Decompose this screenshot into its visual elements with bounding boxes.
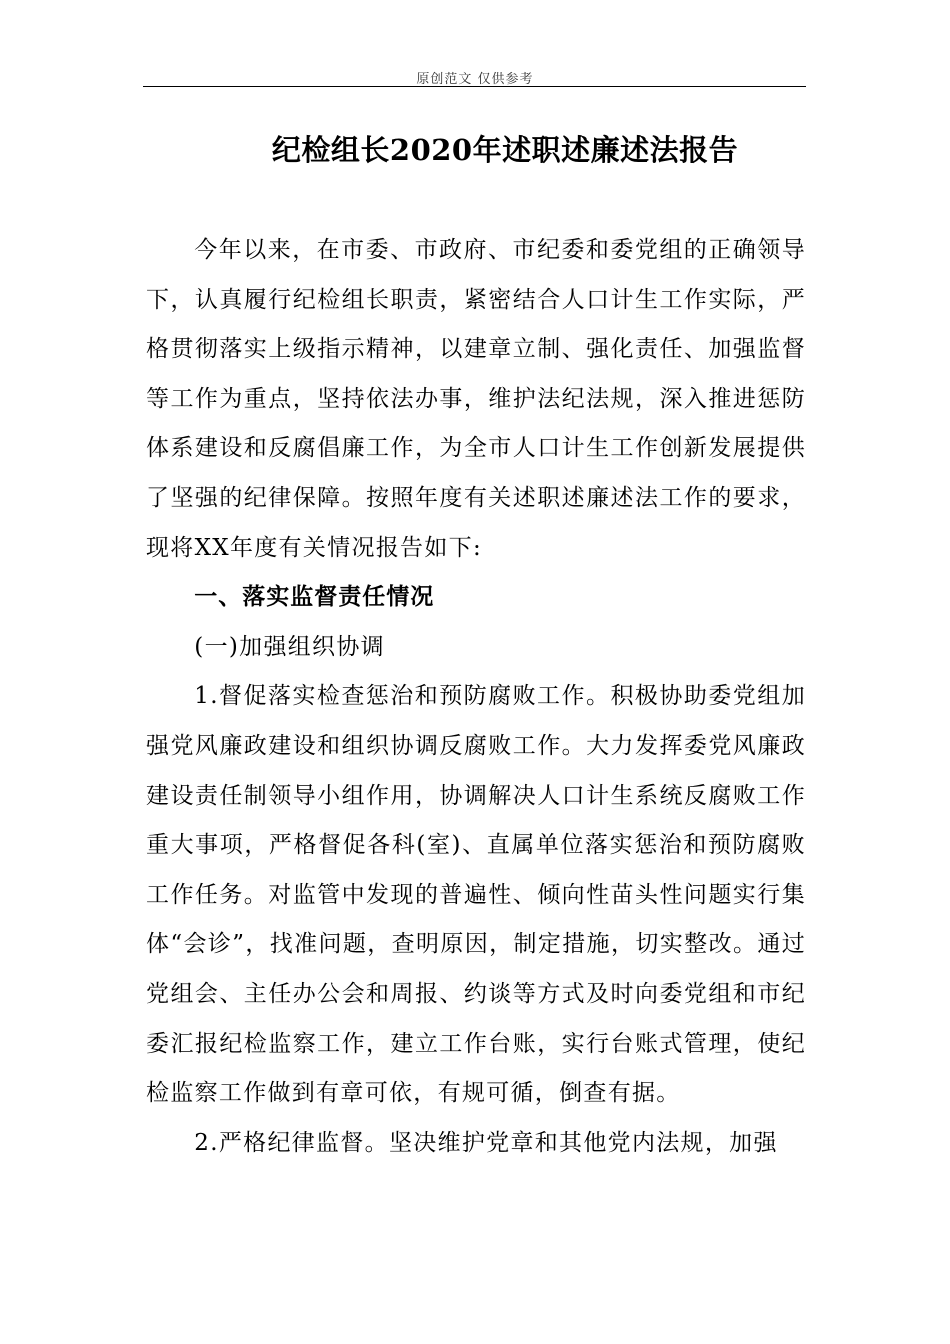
page-header: 原创范文 仅供参考 <box>416 72 534 87</box>
header-divider <box>143 86 806 87</box>
intro-paragraph: 今年以来，在市委、市政府、市纪委和委党组的正确领导下，认真履行纪检组长职责，紧密结合人口计生工作实际，严格贯彻落实上级指示精神，以建章立制、强化责任、加强监督等工作为重点，坚持依法办事，维护法纪法规，深入推进惩防体系建设和反腐倡廉工作，为全市人口计生工作创新发展提供了坚强的纪律保障。按照年度有关述职述廉述法工作的要求，现将XX年度有关情况报告如下: <box>146 237 806 561</box>
item-paragraph-1: 1.督促落实检查惩治和预防腐败工作。积极协助委党组加强党风廉政建设和组织协调反腐败工作。大力发挥委党风廉政建设责任制领导小组作用，协调解决人口计生系统反腐败工作重大事项，严格督促各科(室)、直属单位落实惩治和预防腐败工作任务。对监管中发现的普遍性、倾向性苗头性问题实行集体“会诊”，找准问题，查明原因，制定措施，切实整改。通过党组会、主任办公会和周报、约谈等方式及时向委党组和市纪委汇报纪检监察工作，建立工作台账，实行台账式管理，使纪检监察工作做到有章可依，有规可循，倒查有据。 <box>146 683 806 1107</box>
document-body <box>146 226 806 1168</box>
document-title: 纪检组长2020年述职述廉述法报告 <box>271 133 739 167</box>
section-heading: 一、落实监督责任情况 <box>194 584 435 611</box>
item-paragraph-2: 2.严格纪律监督。坚决维护党章和其他党内法规，加强 <box>194 1129 778 1156</box>
sub-heading: (一)加强组织协调 <box>194 633 385 660</box>
